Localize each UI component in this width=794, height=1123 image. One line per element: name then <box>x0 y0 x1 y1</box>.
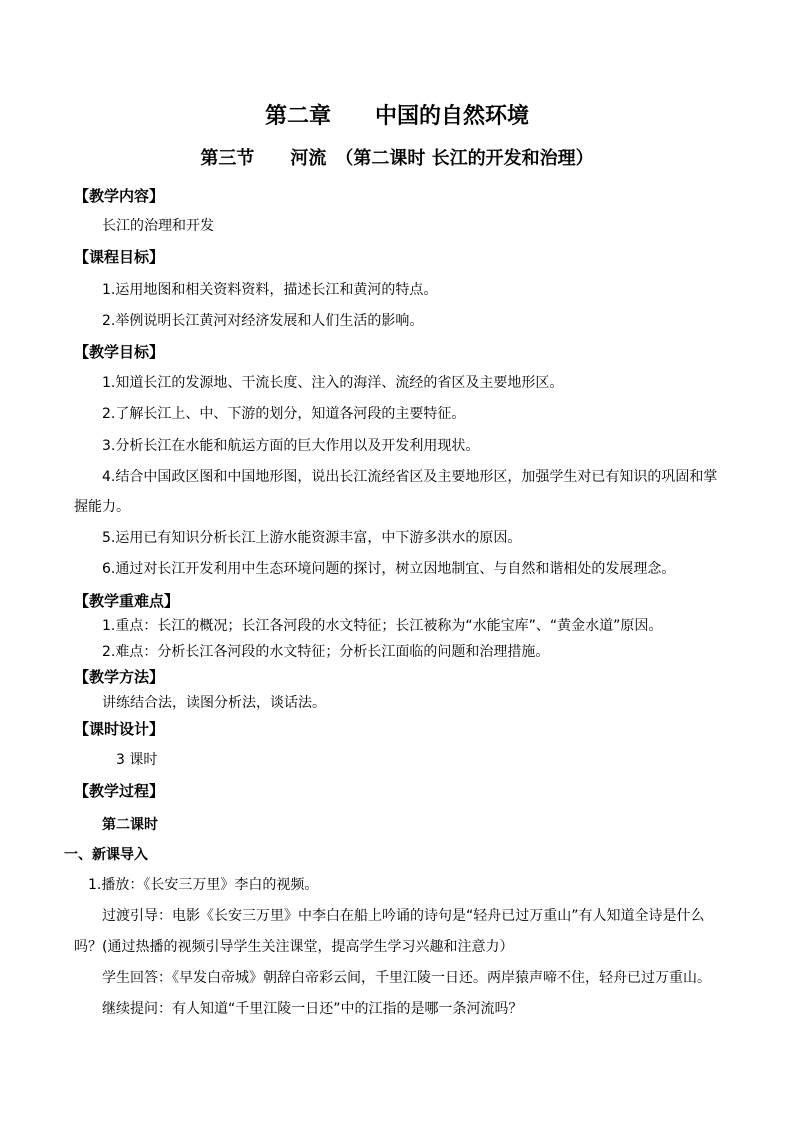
objective-line: 1.知道长江的发源地、干流长度、注入的海洋、流经的省区及主要地形区。 <box>102 375 564 391</box>
chapter-title: 第二章 中国的自然环境 <box>264 104 529 129</box>
methods-line: 讲练结合法，读图分析法，谈话法。 <box>102 695 326 711</box>
objective-line: 6.通过对长江开发利用中生态环境问题的探讨，树立因地制宜、与自然和谐相处的发展理念。 <box>102 561 676 577</box>
objective-line: 握能力。 <box>74 499 130 515</box>
process-line: 吗？(通过热播的视频引导学生关注课堂，提高学生学习兴趣和注意力） <box>74 939 514 955</box>
objective-line: 4.结合中国政区图和中国地形图，说出长江流经省区及主要地形区，加强学生对已有知识的巩固和掌 <box>102 469 718 485</box>
process-subheader: 第二课时 <box>102 817 158 833</box>
process-header: 【教学过程】 <box>74 782 165 800</box>
methods-header: 【教学方法】 <box>74 668 165 686</box>
process-line: 学生回答：《早发白帝城》朝辞白帝彩云间，千里江陵一日还。两岸猿声啼不住，轻舟已过万重山。 <box>102 970 711 986</box>
section-subtitle: 第三节 河流 （第二课时 长江的开发和治理） <box>200 148 594 169</box>
objectives-header: 【教学目标】 <box>74 343 165 361</box>
key-point-line: 1.重点：长江的概况；长江各河段的水文特征；长江被称为“水能宝库”、“黄金水道”原因。 <box>102 618 663 634</box>
process-line: 过渡引导：电影《长安三万里》中李白在船上吟诵的诗句是“轻舟已过万重山”有人知道全诗是什么 <box>102 908 705 924</box>
process-line: 1.播放：《长安三万里》李白的视频。 <box>88 877 319 893</box>
schedule-line: 3 课时 <box>116 752 158 768</box>
key-point-line: 2.难点：分析长江各河段的水文特征；分析长江面临的问题和治理措施。 <box>102 644 550 660</box>
curriculum-line: 1.运用地图和相关资料资料，描述长江和黄河的特点。 <box>102 282 438 298</box>
content-header: 【教学内容】 <box>74 187 165 205</box>
objective-line: 2.了解长江上、中、下游的划分，知道各河段的主要特征。 <box>102 406 466 422</box>
objective-line: 5.运用已有知识分析长江上游水能资源丰富，中下游多洪水的原因。 <box>102 530 522 546</box>
objective-line: 3.分析长江在水能和航运方面的巨大作用以及开发利用现状。 <box>102 438 480 454</box>
content-line: 长江的治理和开发 <box>102 218 214 234</box>
curriculum-line: 2.举例说明长江黄河对经济发展和人们生活的影响。 <box>102 313 424 329</box>
curriculum-header: 【课程目标】 <box>74 248 165 266</box>
process-line: 继续提问：有人知道“千里江陵一日还”中的江指的是哪一条河流吗？ <box>102 1001 523 1017</box>
schedule-header: 【课时设计】 <box>74 720 165 738</box>
process-part-title: 一、新课导入 <box>64 847 148 863</box>
key-points-header: 【教学重难点】 <box>74 592 180 610</box>
